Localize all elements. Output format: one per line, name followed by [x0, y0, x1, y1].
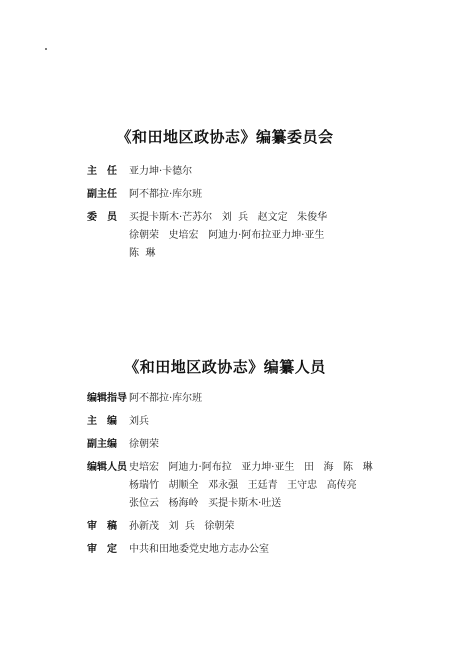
committee-entry-members	[87, 209, 327, 263]
committee-list	[87, 163, 327, 268]
staff-entry-reviewers	[87, 518, 373, 536]
member-line: 阿不都拉·库尔班	[129, 393, 203, 404]
member-list	[129, 413, 149, 431]
role-label: 编辑指导	[87, 393, 127, 404]
role-label: 副主任	[87, 189, 117, 200]
member-line: 徐朝荣	[129, 439, 159, 450]
member-list	[129, 390, 202, 408]
member-list	[129, 186, 202, 204]
member-list	[129, 436, 159, 454]
role-label: 主 编	[87, 416, 117, 427]
staff-entry-deputy-editor	[87, 436, 373, 454]
role-label: 主 任	[87, 166, 117, 177]
role-label: 审 定	[87, 544, 117, 555]
member-list	[129, 459, 373, 513]
member-line: 张位云 杨海岭 买提卡斯木·吐送	[129, 498, 282, 509]
role-label: 审 稿	[87, 521, 117, 532]
scan-speck	[45, 48, 47, 50]
committee-entry-director	[87, 163, 327, 181]
member-line: 阿不都拉·库尔班	[129, 189, 203, 200]
role-label: 委 员	[87, 212, 117, 223]
member-line: 亚力坤·卡德尔	[129, 166, 193, 177]
member-line: 杨瑞竹 胡顺全 邓永强 王廷青 王守忠 高传亮	[129, 480, 357, 491]
staff-section	[0, 356, 450, 377]
member-line: 中共和田地委党史地方志办公室	[129, 544, 269, 555]
role-label: 副主编	[87, 439, 117, 450]
member-line: 史培宏 阿迪力·阿布拉 亚力坤·亚生 田 海 陈 琳	[129, 462, 373, 473]
member-line: 刘兵	[129, 416, 149, 427]
member-line: 买提卡斯木·芒苏尔 刘 兵 赵文定 朱俊华	[129, 212, 328, 223]
staff-title: 《和田地区政协志》编纂人员	[124, 358, 326, 376]
member-list	[129, 541, 269, 559]
staff-entry-chief-editor	[87, 413, 373, 431]
member-list	[129, 518, 234, 536]
staff-entry-editors	[87, 459, 373, 513]
member-list	[129, 209, 327, 263]
staff-entry-editorial-guidance	[87, 390, 373, 408]
committee-entry-deputy-director	[87, 186, 327, 204]
role-label: 编辑人员	[87, 462, 127, 473]
member-line: 陈 琳	[129, 248, 156, 259]
committee-title: 《和田地区政协志》编纂委员会	[116, 128, 334, 146]
member-line: 徐朝荣 史培宏 阿迪力·阿布拉亚力坤·亚生	[129, 230, 325, 241]
staff-entry-approval	[87, 541, 373, 559]
committee-section	[0, 126, 450, 147]
staff-list	[87, 390, 373, 564]
member-list	[129, 163, 192, 181]
member-line: 孙新茂 刘 兵 徐朝荣	[129, 521, 235, 532]
